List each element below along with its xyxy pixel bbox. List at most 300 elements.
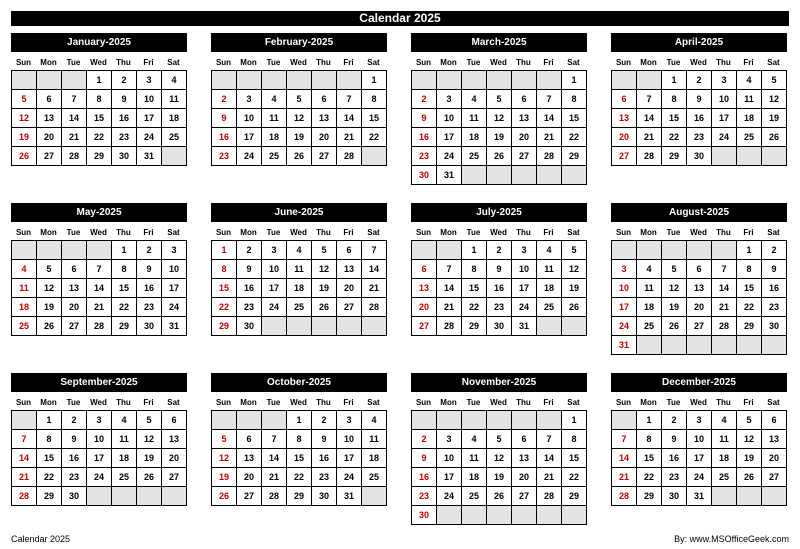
empty-cell: [487, 506, 512, 525]
day-cell: 31: [687, 487, 712, 506]
day-cell: 15: [112, 279, 137, 298]
day-cell: 22: [562, 468, 587, 487]
day-cell: 28: [12, 487, 37, 506]
day-cell: 1: [212, 241, 237, 260]
empty-cell: [762, 336, 787, 355]
day-cell: 14: [537, 449, 562, 468]
day-cell: 13: [612, 109, 637, 128]
day-cell: 14: [362, 260, 387, 279]
empty-cell: [512, 71, 537, 90]
day-cell: 12: [662, 279, 687, 298]
day-cell: 23: [137, 298, 162, 317]
day-cell: 3: [712, 71, 737, 90]
day-cell: 29: [637, 487, 662, 506]
day-cell: 18: [537, 279, 562, 298]
day-grid: [11, 410, 187, 506]
day-cell: 17: [237, 128, 262, 147]
day-cell: 1: [637, 411, 662, 430]
day-cell: 23: [662, 468, 687, 487]
weekday-label: Fri: [343, 228, 354, 237]
day-cell: 29: [212, 317, 237, 336]
month-title: March-2025: [411, 33, 587, 52]
day-cell: 9: [212, 109, 237, 128]
day-cell: 19: [662, 298, 687, 317]
day-cell: 12: [137, 430, 162, 449]
month-title: November-2025: [411, 373, 587, 392]
day-cell: 1: [662, 71, 687, 90]
empty-cell: [462, 411, 487, 430]
weekday-label: Wed: [290, 398, 307, 407]
day-cell: 20: [62, 298, 87, 317]
day-cell: 17: [162, 279, 187, 298]
empty-cell: [87, 487, 112, 506]
weekday-label: Mon: [440, 228, 457, 237]
month-calendar: [11, 203, 187, 336]
day-cell: 30: [237, 317, 262, 336]
day-cell: 17: [437, 468, 462, 487]
day-cell: 23: [687, 128, 712, 147]
day-cell: 8: [562, 90, 587, 109]
weekday-label: Mon: [40, 58, 57, 67]
empty-cell: [112, 487, 137, 506]
empty-cell: [212, 71, 237, 90]
empty-cell: [437, 506, 462, 525]
day-cell: 20: [412, 298, 437, 317]
day-cell: 13: [337, 260, 362, 279]
day-cell: 16: [687, 109, 712, 128]
day-cell: 22: [637, 468, 662, 487]
empty-cell: [562, 166, 587, 185]
day-cell: 3: [237, 90, 262, 109]
day-cell: 16: [212, 128, 237, 147]
day-cell: 21: [437, 298, 462, 317]
day-cell: 16: [62, 449, 87, 468]
day-cell: 27: [337, 298, 362, 317]
day-cell: 2: [487, 241, 512, 260]
day-cell: 13: [37, 109, 62, 128]
day-cell: 26: [487, 487, 512, 506]
weekday-label: Sun: [415, 398, 432, 407]
day-cell: 6: [62, 260, 87, 279]
empty-cell: [287, 71, 312, 90]
day-cell: 1: [737, 241, 762, 260]
day-cell: 4: [362, 411, 387, 430]
day-grid: [611, 410, 787, 506]
day-cell: 11: [537, 260, 562, 279]
weekday-header: [11, 225, 187, 240]
day-cell: 9: [62, 430, 87, 449]
day-cell: 27: [162, 468, 187, 487]
day-grid: [211, 240, 387, 336]
empty-cell: [412, 71, 437, 90]
empty-cell: [362, 147, 387, 166]
day-cell: 10: [262, 260, 287, 279]
day-cell: 26: [12, 147, 37, 166]
empty-cell: [712, 487, 737, 506]
empty-cell: [362, 487, 387, 506]
day-cell: 19: [137, 449, 162, 468]
day-cell: 30: [62, 487, 87, 506]
day-cell: 27: [762, 468, 787, 487]
weekday-label: Wed: [90, 58, 107, 67]
weekday-label: Sun: [215, 228, 232, 237]
month-title: August-2025: [611, 203, 787, 222]
day-cell: 1: [562, 71, 587, 90]
empty-cell: [537, 317, 562, 336]
weekday-label: Fri: [143, 58, 154, 67]
day-cell: 25: [712, 468, 737, 487]
day-cell: 23: [412, 487, 437, 506]
empty-cell: [762, 147, 787, 166]
day-cell: 10: [237, 109, 262, 128]
day-cell: 17: [262, 279, 287, 298]
day-cell: 31: [612, 336, 637, 355]
weekday-label: Wed: [690, 398, 707, 407]
weekday-label: Thu: [316, 228, 331, 237]
day-cell: 29: [462, 317, 487, 336]
weekday-label: Mon: [640, 58, 657, 67]
day-cell: 23: [487, 298, 512, 317]
weekday-label: Sun: [615, 58, 632, 67]
day-cell: 29: [737, 317, 762, 336]
day-cell: 13: [512, 109, 537, 128]
day-cell: 27: [612, 147, 637, 166]
day-cell: 14: [62, 109, 87, 128]
weekday-label: Thu: [716, 398, 731, 407]
day-cell: 2: [762, 241, 787, 260]
day-cell: 19: [562, 279, 587, 298]
day-cell: 17: [712, 109, 737, 128]
day-cell: 14: [537, 109, 562, 128]
day-cell: 8: [737, 260, 762, 279]
day-cell: 22: [662, 128, 687, 147]
day-cell: 9: [662, 430, 687, 449]
day-cell: 21: [537, 468, 562, 487]
day-cell: 8: [87, 90, 112, 109]
day-cell: 5: [287, 90, 312, 109]
weekday-label: Fri: [543, 398, 554, 407]
day-cell: 12: [212, 449, 237, 468]
day-cell: 20: [337, 279, 362, 298]
day-cell: 30: [687, 147, 712, 166]
weekday-label: Tue: [266, 228, 281, 237]
day-cell: 11: [637, 279, 662, 298]
day-cell: 31: [137, 147, 162, 166]
day-cell: 9: [112, 90, 137, 109]
day-cell: 23: [237, 298, 262, 317]
weekday-label: Tue: [666, 228, 681, 237]
day-cell: 25: [462, 487, 487, 506]
day-cell: 7: [612, 430, 637, 449]
empty-cell: [12, 241, 37, 260]
day-cell: 7: [87, 260, 112, 279]
day-cell: 14: [12, 449, 37, 468]
day-cell: 2: [312, 411, 337, 430]
day-cell: 16: [237, 279, 262, 298]
day-cell: 20: [37, 128, 62, 147]
empty-cell: [62, 241, 87, 260]
empty-cell: [712, 147, 737, 166]
day-cell: 6: [612, 90, 637, 109]
empty-cell: [462, 166, 487, 185]
weekday-label: Sat: [567, 228, 580, 237]
day-cell: 22: [362, 128, 387, 147]
day-cell: 1: [287, 411, 312, 430]
empty-cell: [612, 241, 637, 260]
weekday-label: Sun: [615, 228, 632, 237]
day-cell: 29: [662, 147, 687, 166]
weekday-label: Mon: [640, 228, 657, 237]
day-cell: 4: [712, 411, 737, 430]
day-cell: 19: [12, 128, 37, 147]
day-cell: 5: [487, 430, 512, 449]
day-cell: 20: [237, 468, 262, 487]
day-cell: 13: [62, 279, 87, 298]
day-cell: 2: [137, 241, 162, 260]
day-cell: 11: [462, 449, 487, 468]
empty-cell: [162, 147, 187, 166]
weekday-label: Wed: [90, 398, 107, 407]
day-cell: 12: [312, 260, 337, 279]
day-cell: 24: [262, 298, 287, 317]
day-cell: 21: [12, 468, 37, 487]
day-grid: [611, 240, 787, 355]
month-title: May-2025: [11, 203, 187, 222]
weekday-label: Mon: [40, 398, 57, 407]
day-cell: 24: [437, 487, 462, 506]
month-calendar: [611, 33, 787, 166]
day-cell: 6: [512, 90, 537, 109]
day-cell: 15: [562, 449, 587, 468]
day-cell: 6: [512, 430, 537, 449]
month-calendar: [411, 373, 587, 525]
month-calendar: [611, 203, 787, 355]
day-cell: 17: [337, 449, 362, 468]
day-cell: 2: [62, 411, 87, 430]
day-cell: 8: [362, 90, 387, 109]
day-cell: 15: [37, 449, 62, 468]
weekday-label: Mon: [240, 228, 257, 237]
day-cell: 19: [487, 468, 512, 487]
empty-cell: [337, 71, 362, 90]
day-cell: 30: [487, 317, 512, 336]
day-cell: 6: [162, 411, 187, 430]
day-cell: 27: [37, 147, 62, 166]
weekday-label: Thu: [116, 398, 131, 407]
empty-cell: [262, 411, 287, 430]
weekday-label: Sat: [767, 398, 780, 407]
weekday-label: Sun: [415, 228, 432, 237]
day-cell: 5: [487, 90, 512, 109]
day-grid: [411, 410, 587, 525]
day-cell: 28: [612, 487, 637, 506]
day-cell: 13: [312, 109, 337, 128]
empty-cell: [537, 71, 562, 90]
footer-left: Calendar 2025: [11, 534, 71, 544]
day-cell: 24: [437, 147, 462, 166]
weekday-label: Fri: [543, 228, 554, 237]
weekday-label: Fri: [743, 228, 754, 237]
day-cell: 2: [412, 90, 437, 109]
empty-cell: [162, 487, 187, 506]
day-cell: 9: [312, 430, 337, 449]
empty-cell: [437, 241, 462, 260]
day-cell: 10: [437, 109, 462, 128]
month-calendar: [11, 33, 187, 166]
day-cell: 12: [487, 449, 512, 468]
empty-cell: [687, 241, 712, 260]
empty-cell: [487, 166, 512, 185]
day-cell: 4: [537, 241, 562, 260]
page-title: Calendar 2025: [11, 11, 789, 26]
weekday-label: Sat: [167, 228, 180, 237]
empty-cell: [612, 71, 637, 90]
empty-cell: [212, 411, 237, 430]
day-cell: 30: [312, 487, 337, 506]
day-cell: 1: [562, 411, 587, 430]
day-cell: 11: [462, 109, 487, 128]
day-cell: 8: [562, 430, 587, 449]
empty-cell: [37, 241, 62, 260]
empty-cell: [437, 411, 462, 430]
day-cell: 8: [287, 430, 312, 449]
day-cell: 11: [12, 279, 37, 298]
weekday-label: Thu: [516, 398, 531, 407]
day-cell: 14: [262, 449, 287, 468]
day-cell: 16: [762, 279, 787, 298]
weekday-label: Mon: [640, 398, 657, 407]
day-cell: 26: [212, 487, 237, 506]
empty-cell: [537, 506, 562, 525]
weekday-label: Fri: [743, 58, 754, 67]
weekday-label: Fri: [343, 398, 354, 407]
weekday-label: Tue: [66, 398, 81, 407]
day-cell: 18: [287, 279, 312, 298]
weekday-label: Tue: [266, 58, 281, 67]
empty-cell: [612, 411, 637, 430]
day-cell: 17: [437, 128, 462, 147]
empty-cell: [437, 71, 462, 90]
day-cell: 30: [137, 317, 162, 336]
day-cell: 16: [112, 109, 137, 128]
day-cell: 11: [262, 109, 287, 128]
day-cell: 9: [412, 109, 437, 128]
month-title: July-2025: [411, 203, 587, 222]
empty-cell: [537, 166, 562, 185]
day-cell: 10: [337, 430, 362, 449]
footer-right: By: www.MSOfficeGeek.com: [674, 534, 789, 544]
day-cell: 2: [662, 411, 687, 430]
weekday-label: Mon: [440, 58, 457, 67]
weekday-label: Tue: [266, 398, 281, 407]
day-cell: 26: [737, 468, 762, 487]
day-cell: 11: [712, 430, 737, 449]
day-cell: 16: [662, 449, 687, 468]
weekday-label: Tue: [66, 58, 81, 67]
weekday-label: Tue: [466, 228, 481, 237]
day-cell: 26: [662, 317, 687, 336]
day-cell: 17: [512, 279, 537, 298]
day-cell: 7: [637, 90, 662, 109]
weekday-label: Thu: [316, 58, 331, 67]
empty-cell: [662, 241, 687, 260]
empty-cell: [637, 241, 662, 260]
day-cell: 3: [87, 411, 112, 430]
day-cell: 10: [437, 449, 462, 468]
day-cell: 17: [137, 109, 162, 128]
day-cell: 20: [312, 128, 337, 147]
day-cell: 14: [437, 279, 462, 298]
day-cell: 30: [412, 166, 437, 185]
weekday-label: Thu: [716, 58, 731, 67]
day-grid: [411, 70, 587, 185]
day-cell: 4: [162, 71, 187, 90]
day-cell: 17: [687, 449, 712, 468]
day-cell: 29: [562, 147, 587, 166]
day-cell: 10: [162, 260, 187, 279]
day-cell: 12: [37, 279, 62, 298]
day-cell: 24: [237, 147, 262, 166]
day-cell: 16: [137, 279, 162, 298]
day-cell: 30: [112, 147, 137, 166]
day-cell: 30: [762, 317, 787, 336]
day-cell: 19: [737, 449, 762, 468]
day-cell: 28: [362, 298, 387, 317]
day-cell: 11: [737, 90, 762, 109]
day-cell: 1: [87, 71, 112, 90]
day-cell: 13: [512, 449, 537, 468]
day-cell: 19: [312, 279, 337, 298]
day-cell: 10: [87, 430, 112, 449]
day-cell: 22: [737, 298, 762, 317]
empty-cell: [12, 411, 37, 430]
weekday-header: [611, 55, 787, 70]
weekday-label: Fri: [143, 398, 154, 407]
day-grid: [211, 70, 387, 166]
weekday-label: Tue: [666, 398, 681, 407]
day-cell: 2: [212, 90, 237, 109]
weekday-label: Sat: [367, 228, 380, 237]
day-cell: 15: [212, 279, 237, 298]
month-calendar: [211, 203, 387, 336]
month-title: April-2025: [611, 33, 787, 52]
day-cell: 22: [287, 468, 312, 487]
day-cell: 11: [362, 430, 387, 449]
day-cell: 5: [662, 260, 687, 279]
empty-cell: [337, 317, 362, 336]
weekday-label: Wed: [490, 398, 507, 407]
day-cell: 5: [212, 430, 237, 449]
empty-cell: [137, 487, 162, 506]
day-grid: [611, 70, 787, 166]
day-cell: 11: [287, 260, 312, 279]
day-cell: 25: [462, 147, 487, 166]
empty-cell: [262, 71, 287, 90]
day-cell: 28: [712, 317, 737, 336]
day-cell: 20: [762, 449, 787, 468]
day-cell: 24: [337, 468, 362, 487]
empty-cell: [62, 71, 87, 90]
empty-cell: [412, 411, 437, 430]
empty-cell: [737, 487, 762, 506]
day-cell: 21: [612, 468, 637, 487]
day-cell: 23: [762, 298, 787, 317]
empty-cell: [687, 336, 712, 355]
day-cell: 7: [62, 90, 87, 109]
day-cell: 5: [312, 241, 337, 260]
empty-cell: [262, 317, 287, 336]
weekday-header: [611, 225, 787, 240]
